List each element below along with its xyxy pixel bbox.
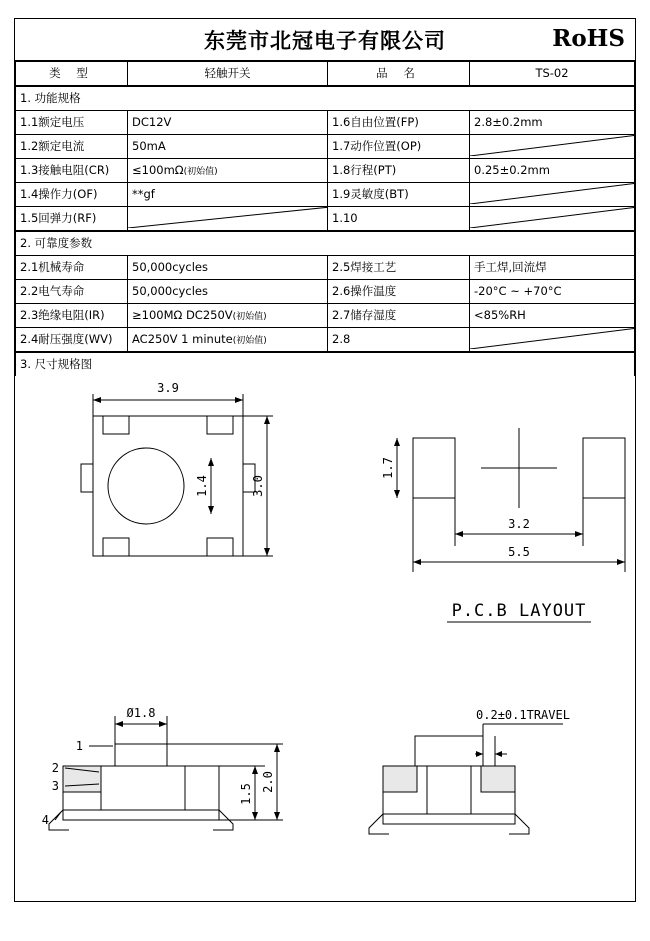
dimensions-section-table <box>15 352 635 376</box>
table-row <box>16 111 635 135</box>
row-value: 50mA <box>128 135 328 159</box>
table-row <box>16 256 635 280</box>
section-heading-dimensions: 3. 尺寸规格图 <box>16 353 635 377</box>
row-value-empty <box>128 207 328 231</box>
table-row <box>16 62 635 86</box>
rohs-badge: RoHS <box>552 25 625 52</box>
table-row <box>16 280 635 304</box>
row-value-empty <box>470 183 635 207</box>
row-label: 1.8行程(PT) <box>328 159 470 183</box>
table-row <box>16 183 635 207</box>
side-view-callout-2: 2 <box>51 761 59 775</box>
section-heading-functional: 1. 功能规格 <box>16 87 635 111</box>
product-name-value: TS-02 <box>470 62 635 86</box>
row-label: 2.8 <box>328 328 470 352</box>
top-view-inner-dim: 1.4 <box>195 475 209 497</box>
section-heading-reliability: 2. 可靠度参数 <box>16 232 635 256</box>
type-label: 类 型 <box>16 62 128 86</box>
datasheet-page <box>14 18 636 902</box>
top-view-height-dim: 3.0 <box>251 475 265 497</box>
row-value: ≤100mΩ(初始值) <box>128 159 328 183</box>
row-label: 2.7储存湿度 <box>328 304 470 328</box>
row-label: 1.4操作力(OF) <box>16 183 128 207</box>
row-value: 50,000cycles <box>128 256 328 280</box>
row-value: AC250V 1 minute(初始值) <box>128 328 328 352</box>
row-label: 1.9灵敏度(BT) <box>328 183 470 207</box>
product-name-label: 品 名 <box>328 62 470 86</box>
pcb-pad-height-dim: 1.7 <box>381 457 395 479</box>
row-value-empty <box>470 135 635 159</box>
travel-dim-label: 0.2±0.1TRAVEL <box>476 708 570 722</box>
functional-section-table <box>15 86 635 231</box>
row-label: 1.7动作位置(OP) <box>328 135 470 159</box>
row-value: DC12V <box>128 111 328 135</box>
row-label: 2.5焊接工艺 <box>328 256 470 280</box>
row-value: **gf <box>128 183 328 207</box>
pcb-outer-span-dim: 5.5 <box>508 545 530 559</box>
row-label: 1.3接触电阻(CR) <box>16 159 128 183</box>
row-label: 2.3绝缘电阻(IR) <box>16 304 128 328</box>
table-row <box>16 159 635 183</box>
side-view-callout-3: 3 <box>51 779 59 793</box>
row-value: ≥100MΩ DC250V(初始值) <box>128 304 328 328</box>
row-label: 2.4耐压强度(WV) <box>16 328 128 352</box>
row-value: 手工焊,回流焊 <box>470 256 635 280</box>
page-header <box>15 19 635 61</box>
table-row <box>16 207 635 231</box>
type-value: 轻触开关 <box>128 62 328 86</box>
top-view-width-dim: 3.9 <box>157 381 179 395</box>
company-name: 东莞市北冠电子有限公司 <box>204 28 446 53</box>
reliability-section-table <box>15 231 635 352</box>
row-label: 1.2额定电流 <box>16 135 128 159</box>
row-label: 1.6自由位置(FP) <box>328 111 470 135</box>
pcb-inner-span-dim: 3.2 <box>508 517 530 531</box>
row-value: -20°C ~ +70°C <box>470 280 635 304</box>
table-row <box>16 135 635 159</box>
side-view-diameter-dim: Ø1.8 <box>126 706 156 720</box>
row-label: 2.6操作温度 <box>328 280 470 304</box>
row-label: 2.2电气寿命 <box>16 280 128 304</box>
table-row <box>16 304 635 328</box>
side-view-callout-1: 1 <box>75 739 83 753</box>
drawings-area <box>15 376 635 941</box>
dimension-drawings <box>15 376 635 936</box>
row-value: <85%RH <box>470 304 635 328</box>
title-bar-table <box>15 61 635 86</box>
row-value-empty <box>470 207 635 231</box>
row-label: 2.1机械寿命 <box>16 256 128 280</box>
row-value: 50,000cycles <box>128 280 328 304</box>
row-label: 1.1额定电压 <box>16 111 128 135</box>
pcb-layout-caption: P.C.B LAYOUT <box>451 601 587 621</box>
table-row <box>16 328 635 352</box>
row-value: 2.8±0.2mm <box>470 111 635 135</box>
side-view-body-height-dim: 1.5 <box>239 783 253 805</box>
row-label: 1.10 <box>328 207 470 231</box>
side-view-callout-4: 4 <box>41 813 49 827</box>
row-value: 0.25±0.2mm <box>470 159 635 183</box>
row-label: 1.5回弹力(RF) <box>16 207 128 231</box>
side-view-total-height-dim: 2.0 <box>261 771 275 793</box>
row-value-empty <box>470 328 635 352</box>
